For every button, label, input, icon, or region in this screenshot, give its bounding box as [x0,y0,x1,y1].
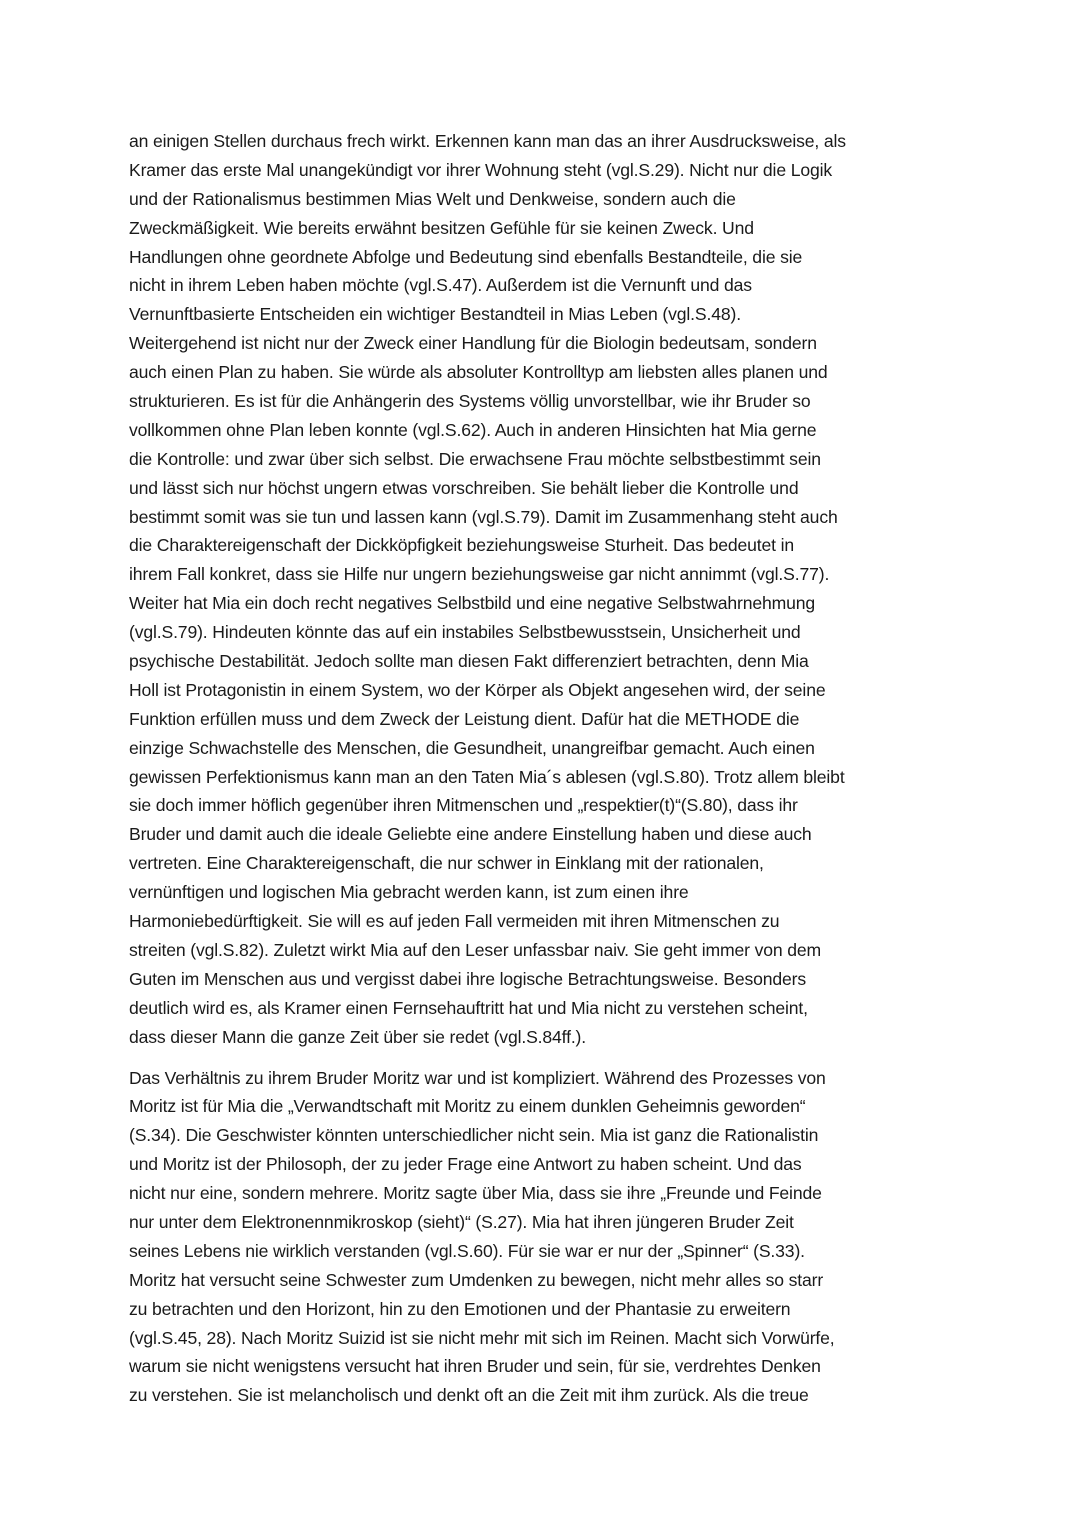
text-line: und Moritz ist der Philosoph, der zu jeder Frage eine Antwort zu haben scheint. Und das [129,1154,802,1175]
text-line: die Charaktereigenschaft der Dickköpfigkeit beziehungsweise Sturheit. Das bedeutet in [129,535,794,556]
text-line: streiten (vgl.S.82). Zuletzt wirkt Mia auf den Leser unfassbar naiv. Sie geht immer von dem [129,939,822,960]
text-line: strukturieren. Es ist für die Anhängerin des Systems völlig unvorstellbar, wie ihr Bruder so [129,391,811,412]
text-line: nicht in ihrem Leben haben möchte (vgl.S.47). Außerdem ist die Vernunft und das [129,275,752,296]
text-line: nur unter dem Elektronennmikroskop (sieht)“ (S.27). Mia hat ihren jüngeren Bruder Zeit [129,1211,794,1232]
text-line: Das Verhältnis zu ihrem Bruder Moritz war und ist kompliziert. Während des Prozesses von [129,1067,826,1088]
text-line: deutlich wird es, als Kramer einen Fernsehauftritt hat und Mia nicht zu verstehen scheint, [129,997,808,1018]
text-line: vollkommen ohne Plan leben konnte (vgl.S.62). Auch in anderen Hinsichten hat Mia gerne [129,419,817,440]
text-line: seines Lebens nie wirklich verstanden (vgl.S.60). Für sie war er nur der „Spinner“ (S.33). [129,1240,805,1261]
text-line: Guten im Menschen aus und vergisst dabei ihre logische Betrachtungsweise. Besonders [129,968,807,989]
text-line: Kramer das erste Mal unangekündigt vor ihrer Wohnung steht (vgl.S.29). Nicht nur die Logik [129,159,832,180]
text-line: Handlungen ohne geordnete Abfolge und Bedeutung sind ebenfalls Bestandteile, die sie [129,246,803,267]
text-line: und lässt sich nur höchst ungern etwas vorschreiben. Sie behält lieber die Kontrolle und [129,477,799,498]
text-line: Weitergehend ist nicht nur der Zweck einer Handlung für die Biologin bedeutsam, sondern [129,333,817,354]
text-line: Weiter hat Mia ein doch recht negatives Selbstbild und eine negative Selbstwahrnehmung [129,593,816,614]
paragraph-gap [129,1052,959,1064]
document-page [129,127,959,1410]
text-line: Bruder und damit auch die ideale Geliebte eine andere Einstellung haben und diese auch [129,824,812,845]
text-line: (vgl.S.79). Hindeuten könnte das auf ein instabiles Selbstbewusstsein, Unsicherheit und [129,622,801,643]
text-line: ihrem Fall konkret, dass sie Hilfe nur ungern beziehungsweise gar nicht annimmt (vgl.S.77). [129,564,830,585]
paragraph [129,1064,959,1411]
text-line: an einigen Stellen durchaus frech wirkt. Erkennen kann man das an ihrer Ausdrucksweise, als [129,131,846,151]
text-line: bestimmt somit was sie tun und lassen kann (vgl.S.79). Damit im Zusammenhang steht auch [129,506,838,527]
text-line: zu verstehen. Sie ist melancholisch und denkt oft an die Zeit mit ihm zurück. Als die treue [129,1385,809,1406]
text-line: Holl ist Protagonistin in einem System, wo der Körper als Objekt angesehen wird, der seine [129,679,826,700]
text-line: psychische Destabilität. Jedoch sollte man diesen Fakt differenziert betrachten, denn Mia [129,651,809,672]
text-line: Funktion erfüllen muss und dem Zweck der Leistung dient. Dafür hat die METHODE die [129,708,800,729]
text-line: auch einen Plan zu haben. Sie würde als absoluter Kontrolltyp am liebsten alles planen und [129,362,828,383]
text-line: Harmoniebedürftigkeit. Sie will es auf jeden Fall vermeiden mit ihren Mitmenschen zu [129,911,780,932]
text-line: zu betrachten und den Horizont, hin zu den Emotionen und der Phantasie zu erweitern [129,1298,791,1319]
text-line: nicht nur eine, sondern mehrere. Moritz sagte über Mia, dass sie ihre „Freunde und Feinde [129,1183,822,1204]
text-line: Vernunftbasierte Entscheiden ein wichtiger Bestandteil in Mias Leben (vgl.S.48). [129,304,741,325]
paragraph [129,127,959,1052]
text-line: vernünftigen und logischen Mia gebracht werden kann, ist zum einen ihre [129,882,689,903]
text-line: einzige Schwachstelle des Menschen, die Gesundheit, unangreifbar gemacht. Auch einen [129,737,815,758]
text-line: Zweckmäßigkeit. Wie bereits erwähnt besitzen Gefühle für sie keinen Zweck. Und [129,217,754,238]
text-line: die Kontrolle: und zwar über sich selbst. Die erwachsene Frau möchte selbstbestimmt sein [129,448,821,469]
text-line: warum sie nicht wenigstens versucht hat ihren Bruder und sein, für sie, verdrehtes Denken [129,1356,821,1377]
text-line: Moritz ist für Mia die „Verwandtschaft mit Moritz zu einem dunklen Geheimnis geworden“ [129,1096,806,1117]
text-line: dass dieser Mann die ganze Zeit über sie redet (vgl.S.84ff.). [129,1026,587,1047]
text-line: sie doch immer höflich gegenüber ihren Mitmenschen und „respektier(t)“(S.80), dass ihr [129,795,798,816]
text-line: Moritz hat versucht seine Schwester zum Umdenken zu bewegen, nicht mehr alles so starr [129,1269,824,1290]
text-line: und der Rationalismus bestimmen Mias Welt und Denkweise, sondern auch die [129,188,736,209]
text-line: (vgl.S.45, 28). Nach Moritz Suizid ist sie nicht mehr mit sich im Reinen. Macht sich Vorwürfe, [129,1327,835,1348]
text-line: gewissen Perfektionismus kann man an den Taten Mia´s ablesen (vgl.S.80). Trotz allem bleibt [129,766,845,787]
text-line: (S.34). Die Geschwister könnten unterschiedlicher nicht sein. Mia ist ganz die Rationalistin [129,1125,819,1146]
text-line: vertreten. Eine Charaktereigenschaft, die nur schwer in Einklang mit der rationalen, [129,853,764,874]
